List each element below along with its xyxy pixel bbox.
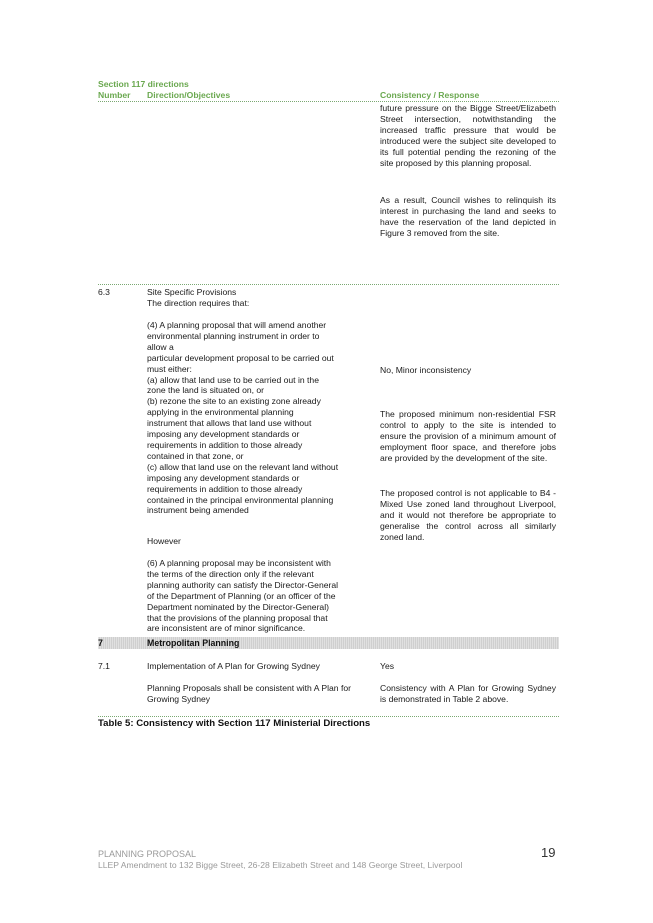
column-header-number: Number (98, 90, 131, 100)
direction-line: particular development proposal to be carried out (147, 352, 334, 363)
direction-line: requirements in addition to those already (147, 483, 303, 494)
direction-line: of the Department of Planning (or an officer of the (147, 590, 336, 601)
direction-line: imposing any development standards or (147, 429, 300, 440)
row-6-3-response-status: No, Minor inconsistency (380, 365, 472, 375)
page-number: 19 (541, 845, 556, 860)
direction-line: requirements in addition to those already (147, 439, 303, 450)
continued-response-para1: future pressure on the Bigge Street/Elizabeth Street intersection, notwithstanding the increased traffic pressure that would be introduced were the subject site developed to its full potential pending the rezoning of the site proposed by this planning proposal. (380, 103, 556, 168)
direction-line: allow a (147, 341, 174, 352)
direction-line: the terms of the direction only if the relevant (147, 568, 314, 579)
direction-line: contained in the principal environmental planning (147, 494, 334, 505)
direction-line: planning authority can satisfy the Director-General (147, 579, 339, 590)
column-header-direction: Direction/Objectives (147, 90, 231, 100)
direction-line: (6) A planning proposal may be inconsistent with (147, 558, 331, 568)
direction-line: (c) allow that land use on the relevant land without (147, 461, 339, 472)
footer-title: PLANNING PROPOSAL (98, 849, 197, 859)
row-6-3-response-para2: The proposed control is not applicable to B4 - Mixed Use zoned land throughout Liverpool, and it would not therefore be appropriate to generalise the control across all similarly zoned land. (380, 488, 556, 542)
row-6-3-response-para1: The proposed minimum non-residential FSR control to apply to the site is intended to ensure the provision of a minimum amount of employment floor space, and therefore jobs are provided by the development of the site. (380, 409, 556, 463)
row-number-6-3: 6.3 (98, 287, 110, 297)
direction-line: imposing any development standards or (147, 472, 300, 483)
continued-response-para2: As a result, Council wishes to relinquish its interest in purchasing the land and seeks to have the reservation of the land depicted in Figure 3 removed from the site. (380, 195, 556, 238)
direction-line: are inconsistent are of minor significance. (147, 623, 306, 634)
row-6-3-however: However (147, 536, 181, 546)
direction-line: Department nominated by the Director-General) (147, 601, 329, 612)
direction-line: instrument being amended (147, 505, 249, 516)
direction-line: that the provisions of the planning proposal that (147, 612, 328, 623)
direction-line: must either: (147, 363, 192, 374)
direction-line: environmental planning instrument in order to (147, 330, 320, 341)
direction-line: (4) A planning proposal that will amend another (147, 320, 327, 330)
direction-line: contained in that zone, or (147, 450, 244, 461)
row-6-3-direction-part2 (147, 558, 375, 634)
row-6-3-direction-part1 (147, 320, 375, 516)
header-divider (98, 101, 559, 102)
section-7-number: 7 (98, 638, 103, 648)
row-7-1-status: Yes (380, 661, 395, 671)
direction-line: (b) rezone the site to an existing zone already (147, 396, 321, 407)
row-divider (98, 284, 559, 285)
row-7-1-title: Implementation of A Plan for Growing Sydney (147, 661, 320, 671)
section-title: Section 117 directions (98, 79, 189, 89)
direction-line: (a) allow that land use to be carried out in the (147, 374, 319, 385)
row-number-7-1: 7.1 (98, 661, 110, 671)
table-caption: Table 5: Consistency with Section 117 Ministerial Directions (98, 718, 371, 729)
direction-line: applying in the environmental planning (147, 407, 294, 418)
row-7-1-response: Consistency with A Plan for Growing Sydney is demonstrated in Table 2 above. (380, 683, 556, 704)
row-7-1-direction: Planning Proposals shall be consistent with A Plan for Growing Sydney (147, 683, 351, 704)
section-7-title: Metropolitan Planning (147, 638, 240, 648)
row-6-3-title: Site Specific Provisions (147, 287, 237, 297)
table-bottom-divider (98, 716, 559, 717)
direction-line: zone the land is situated on, or (147, 385, 265, 396)
footer-subtitle: LLEP Amendment to 132 Bigge Street, 26-28 Elizabeth Street and 148 George Street, Liverpool (98, 860, 463, 870)
direction-line: instrument that allows that land use without (147, 418, 312, 429)
column-header-response: Consistency / Response (380, 90, 480, 100)
row-6-3-intro: The direction requires that: (147, 298, 250, 308)
